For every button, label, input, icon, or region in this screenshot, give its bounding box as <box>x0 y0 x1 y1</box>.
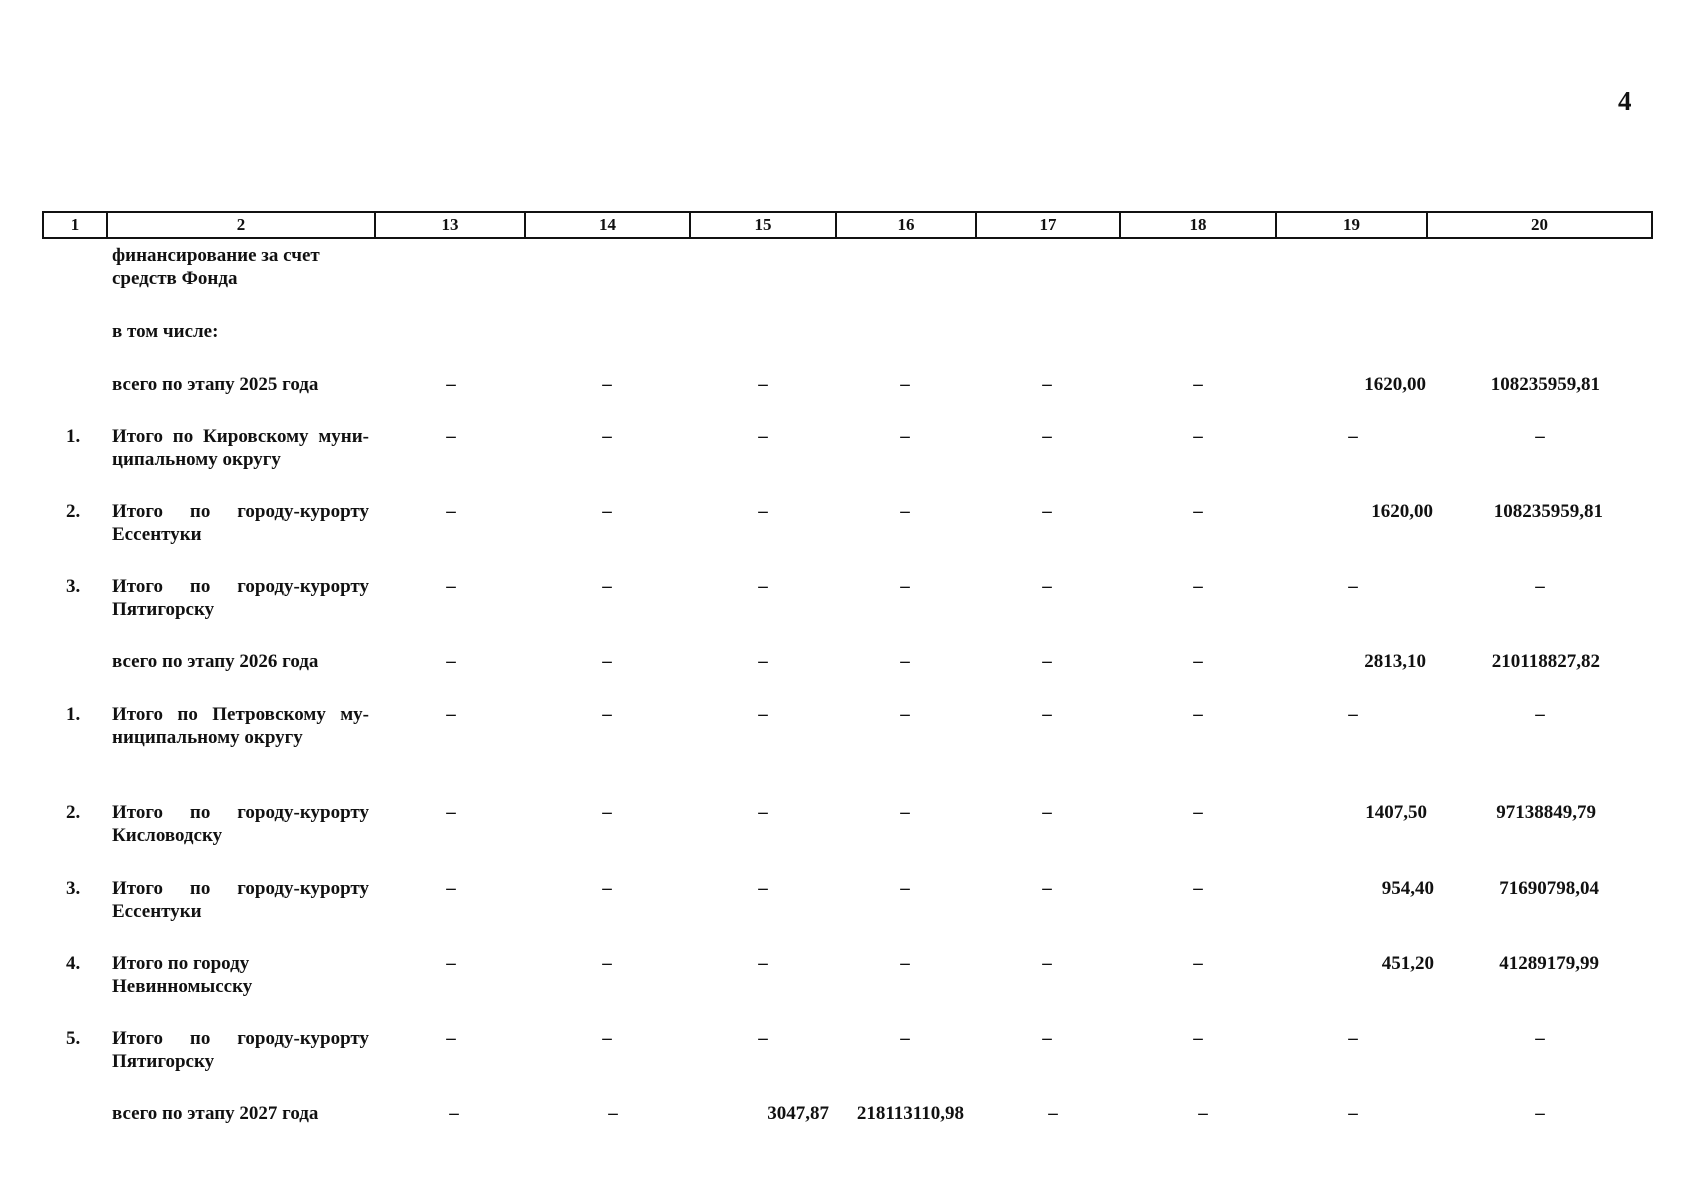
cell-col-20: 210118827,82 <box>1491 651 1600 672</box>
cell-col-18: – <box>1193 802 1203 823</box>
cell-col-18: – <box>1193 374 1203 395</box>
cell-col-16: – <box>900 953 910 974</box>
cell-col-14: – <box>602 501 612 522</box>
cell-col-15: – <box>758 1028 768 1049</box>
row-label: всего по этапу 2026 года <box>112 651 319 672</box>
cell-col-15: – <box>758 651 768 672</box>
cell-col-16: – <box>900 374 910 395</box>
cell-col-13: – <box>446 953 456 974</box>
cell-col-18: – <box>1193 953 1203 974</box>
column-header: 1 <box>43 212 107 238</box>
cell-col-17: – <box>1042 651 1052 672</box>
cell-col-20: – <box>1535 426 1545 447</box>
cell-col-19: – <box>1348 426 1358 447</box>
column-header: 19 <box>1276 212 1427 238</box>
cell-col-19: 1407,50 <box>1365 802 1427 823</box>
cell-col-14: – <box>602 878 612 899</box>
cell-col-17: – <box>1042 501 1052 522</box>
cell-col-13: – <box>446 1028 456 1049</box>
cell-col-14: – <box>608 1103 618 1124</box>
cell-col-18: – <box>1198 1103 1208 1124</box>
cell-col-20: 108235959,81 <box>1493 501 1603 522</box>
cell-col-20: 41289179,99 <box>1499 953 1599 974</box>
column-header: 2 <box>107 212 375 238</box>
including-label: в том числе: <box>112 321 219 342</box>
row-label: Итого по городу Невинномысску <box>112 953 253 997</box>
cell-col-19: 2813,10 <box>1364 651 1426 672</box>
cell-col-14: – <box>602 426 612 447</box>
row-number: 1. <box>66 426 81 447</box>
row-label: Итого по городу-курорту Пятигорску <box>112 576 369 620</box>
cell-col-14: – <box>602 953 612 974</box>
row-number: 3. <box>66 878 81 899</box>
cell-col-16: – <box>900 501 910 522</box>
cell-col-14: – <box>602 1028 612 1049</box>
row-label: Итого по городу-курорту Кисловодску <box>112 802 369 846</box>
cell-col-15: – <box>758 501 768 522</box>
cell-col-14: – <box>602 704 612 725</box>
row-label: Итого по Кировскому муни-ципальному округу <box>112 426 369 470</box>
row-number: 3. <box>66 576 81 597</box>
cell-col-14: – <box>602 802 612 823</box>
cell-col-17: – <box>1042 1028 1052 1049</box>
row-label: Итого по городу-курорту Ессентуки <box>112 501 369 545</box>
cell-col-14: – <box>602 651 612 672</box>
cell-col-20: 108235959,81 <box>1490 374 1600 395</box>
cell-col-19: – <box>1348 1028 1358 1049</box>
cell-col-20: – <box>1535 576 1545 597</box>
cell-col-15: – <box>758 704 768 725</box>
row-label: всего по этапу 2027 года <box>112 1103 319 1124</box>
column-header: 15 <box>690 212 836 238</box>
cell-col-13: – <box>446 501 456 522</box>
cell-col-19: 1620,00 <box>1371 501 1433 522</box>
cell-col-16: – <box>900 576 910 597</box>
cell-col-13: – <box>446 878 456 899</box>
row-number: 2. <box>66 802 81 823</box>
row-label: Итого по городу-курорту Пятигорску <box>112 1028 369 1072</box>
column-header: 20 <box>1427 212 1652 238</box>
cell-col-13: – <box>449 1103 459 1124</box>
cell-col-16: 218113110,98 <box>856 1103 964 1124</box>
cell-col-14: – <box>602 576 612 597</box>
column-header: 16 <box>836 212 976 238</box>
column-header: 14 <box>525 212 690 238</box>
page-number: 4 <box>1618 86 1632 116</box>
cell-col-13: – <box>446 704 456 725</box>
cell-col-15: – <box>758 576 768 597</box>
row-number: 4. <box>66 953 81 974</box>
cell-col-18: – <box>1193 501 1203 522</box>
row-number: 5. <box>66 1028 81 1049</box>
row-label: всего по этапу 2025 года <box>112 374 319 395</box>
cell-col-15: – <box>758 374 768 395</box>
cell-col-19: 451,20 <box>1381 953 1434 974</box>
row-number: 1. <box>66 704 81 725</box>
cell-col-20: 97138849,79 <box>1496 802 1596 823</box>
cell-col-16: – <box>900 1028 910 1049</box>
cell-col-20: – <box>1535 1028 1545 1049</box>
cell-col-15: – <box>758 878 768 899</box>
cell-col-18: – <box>1193 1028 1203 1049</box>
cell-col-19: – <box>1348 704 1358 725</box>
cell-col-19: – <box>1348 1103 1358 1124</box>
cell-col-17: – <box>1042 953 1052 974</box>
cell-col-19: – <box>1348 576 1358 597</box>
cell-col-20: 71690798,04 <box>1499 878 1599 899</box>
cell-col-19: 954,40 <box>1381 878 1434 899</box>
cell-col-16: – <box>900 878 910 899</box>
column-header: 17 <box>976 212 1120 238</box>
cell-col-13: – <box>446 426 456 447</box>
row-number: 2. <box>66 501 81 522</box>
column-header: 13 <box>375 212 525 238</box>
cell-col-18: – <box>1193 878 1203 899</box>
cell-col-13: – <box>446 374 456 395</box>
cell-col-16: – <box>900 426 910 447</box>
cell-col-14: – <box>602 374 612 395</box>
cell-col-13: – <box>446 651 456 672</box>
column-header: 18 <box>1120 212 1276 238</box>
row-label: Итого по Петровскому му-ниципальному округу <box>112 704 369 748</box>
cell-col-17: – <box>1042 426 1052 447</box>
cell-col-19: 1620,00 <box>1364 374 1426 395</box>
cell-col-15: 3047,87 <box>767 1103 829 1124</box>
cell-col-15: – <box>758 953 768 974</box>
row-label: Итого по городу-курорту Ессентуки <box>112 878 369 922</box>
cell-col-15: – <box>758 426 768 447</box>
cell-col-17: – <box>1042 374 1052 395</box>
cell-col-18: – <box>1193 704 1203 725</box>
cell-col-13: – <box>446 802 456 823</box>
cell-col-18: – <box>1193 576 1203 597</box>
cell-col-17: – <box>1042 878 1052 899</box>
cell-col-17: – <box>1042 576 1052 597</box>
cell-col-20: – <box>1535 704 1545 725</box>
cell-col-13: – <box>446 576 456 597</box>
financing-label: финансирование за счет средств Фонда <box>112 245 320 289</box>
cell-col-18: – <box>1193 426 1203 447</box>
cell-col-17: – <box>1042 802 1052 823</box>
cell-col-16: – <box>900 651 910 672</box>
cell-col-15: – <box>758 802 768 823</box>
cell-col-20: – <box>1535 1103 1545 1124</box>
cell-col-17: – <box>1042 704 1052 725</box>
cell-col-16: – <box>900 802 910 823</box>
cell-col-18: – <box>1193 651 1203 672</box>
cell-col-16: – <box>900 704 910 725</box>
cell-col-17: – <box>1048 1103 1058 1124</box>
